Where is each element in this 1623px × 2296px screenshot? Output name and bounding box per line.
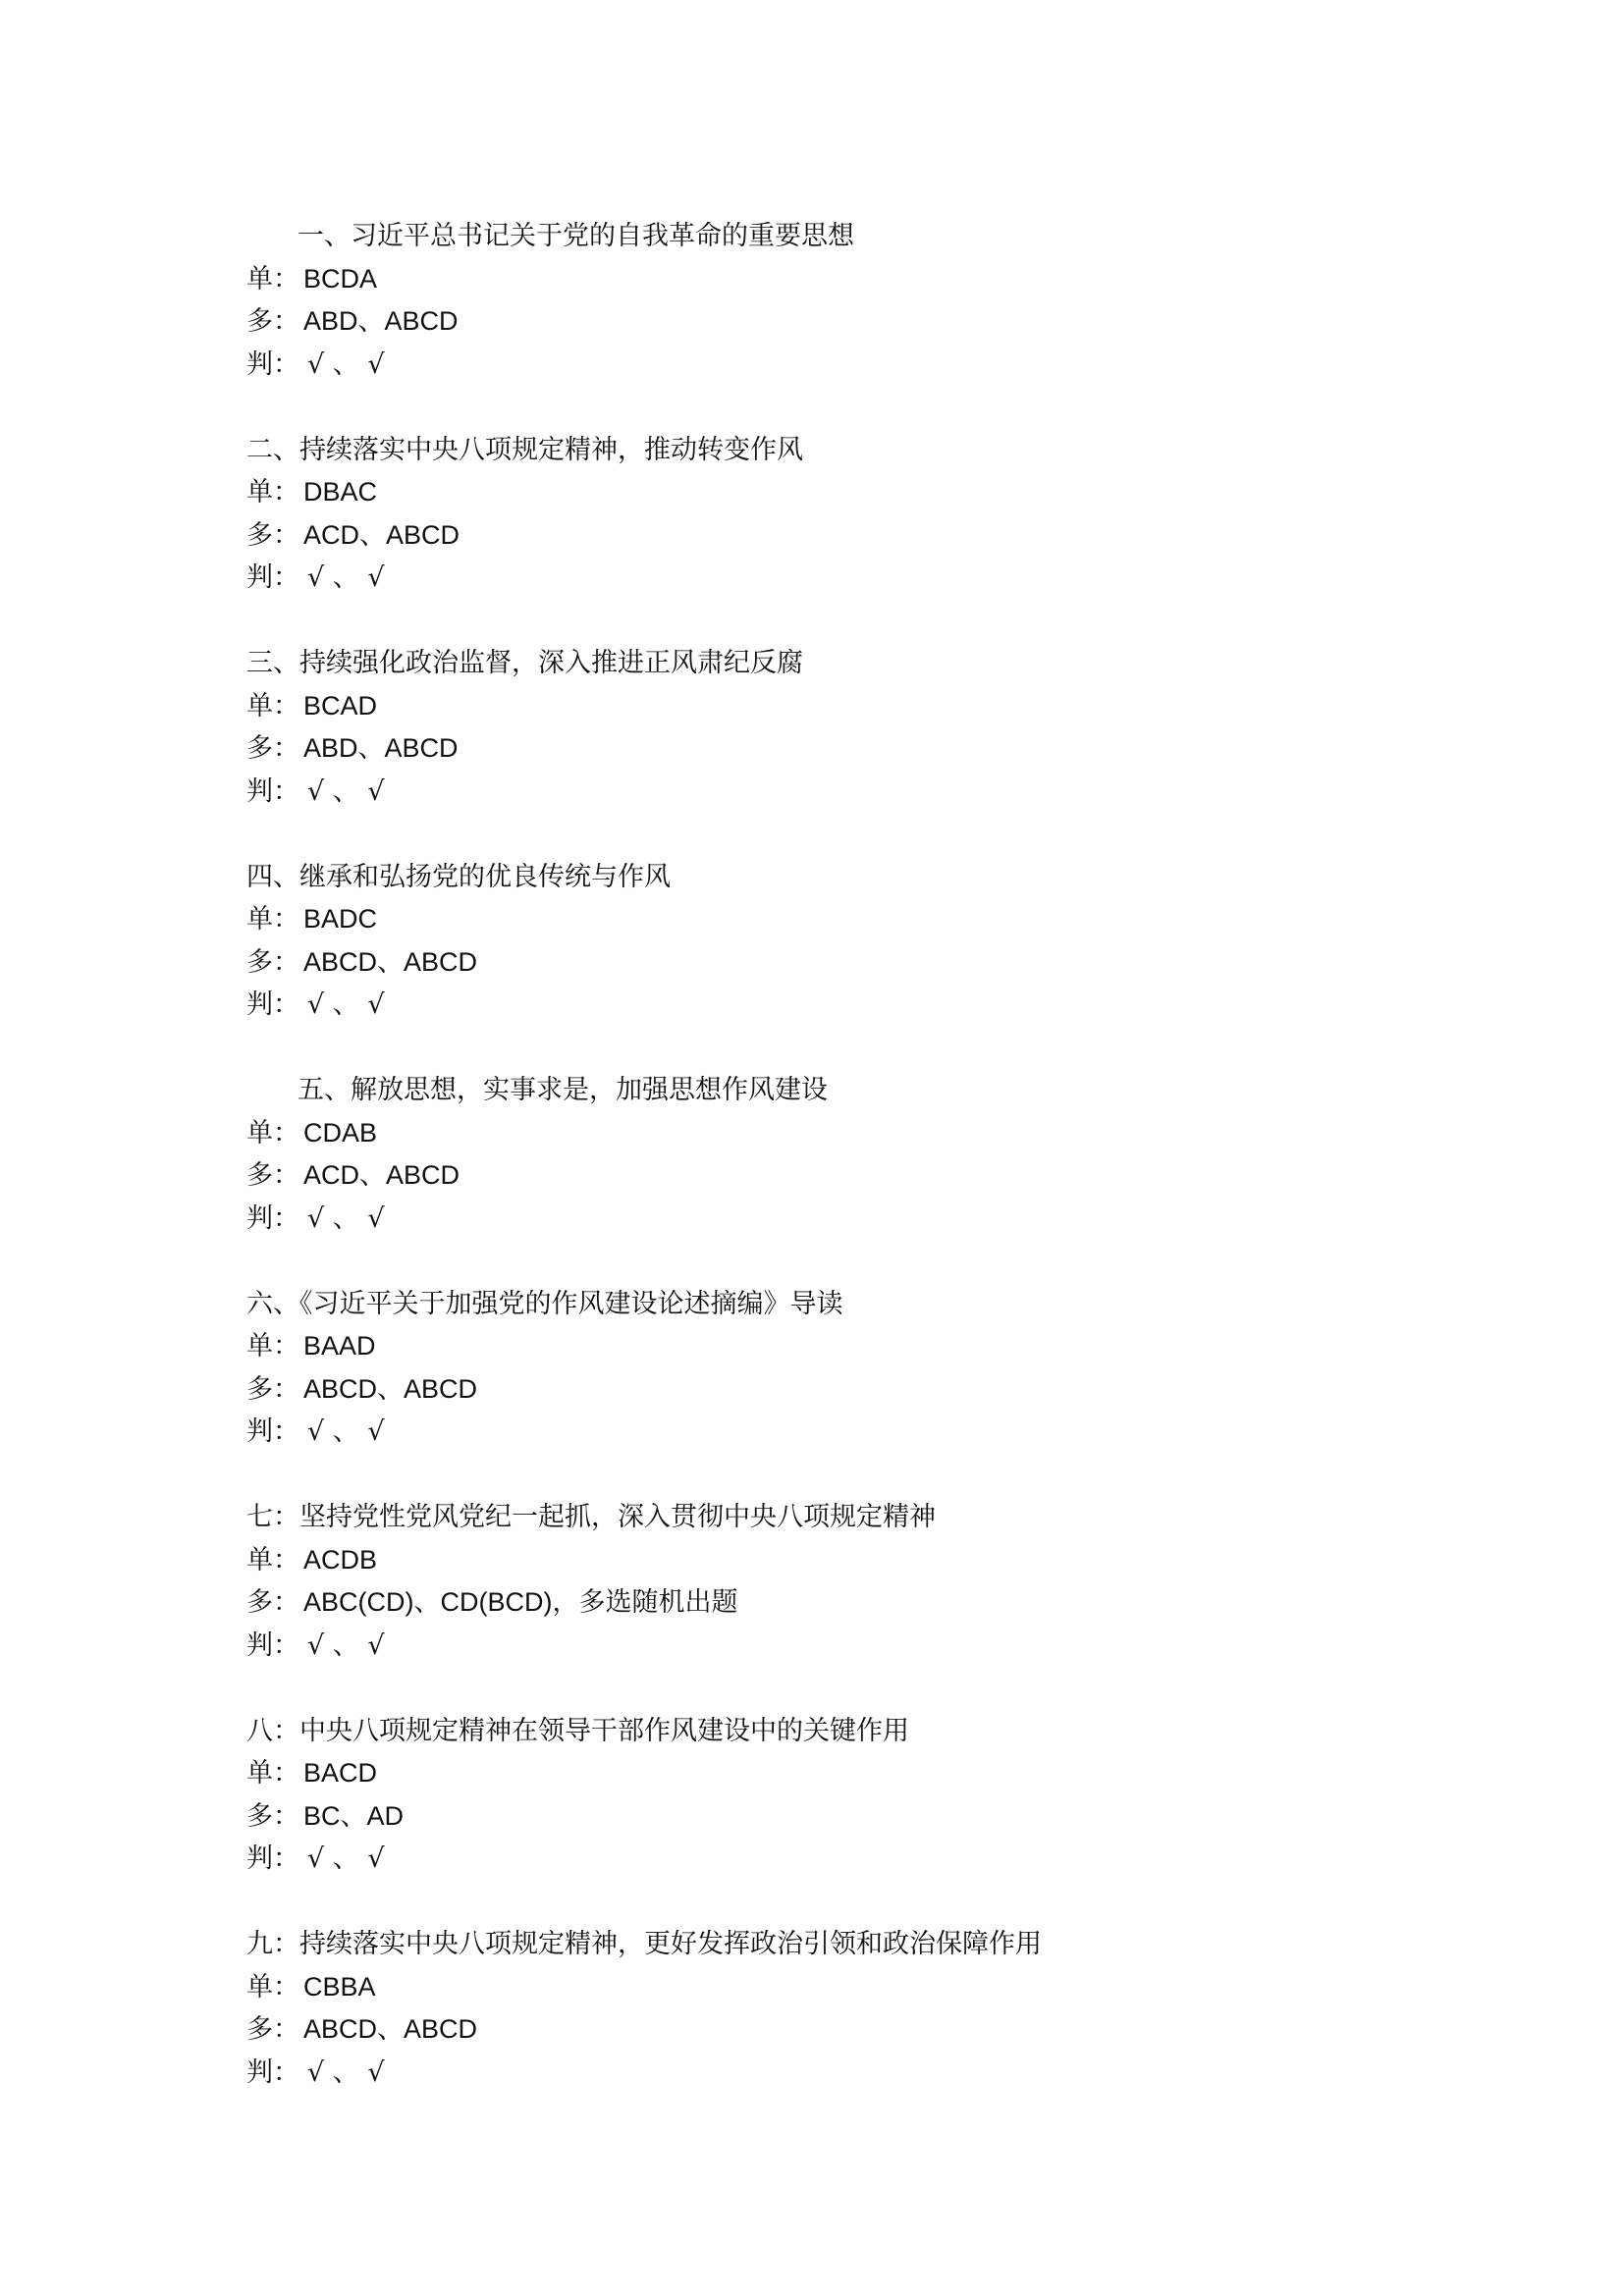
true-false-answer: [246, 1625, 1425, 1668]
single-choice-answer: [246, 685, 1425, 728]
multiple-choice-answer: [246, 300, 1425, 344]
single-choice-value: BCAD: [303, 690, 378, 721]
multiple-choice-value: ABD、ABCD: [303, 306, 459, 336]
true-false-value: √ 、 √: [307, 1416, 385, 1447]
single-choice-answer: [246, 898, 1425, 941]
single-choice-label: 单：: [246, 263, 299, 294]
document-body: [246, 215, 1425, 2094]
true-false-label: 判：: [246, 1843, 299, 1874]
true-false-answer: [246, 1411, 1425, 1454]
multiple-choice-label: 多：: [246, 946, 299, 978]
single-choice-answer: [246, 1966, 1425, 2009]
true-false-value: √ 、 √: [307, 989, 385, 1020]
true-false-value: √ 、 √: [307, 1629, 385, 1661]
true-false-label: 判：: [246, 1629, 299, 1661]
single-choice-value: BADC: [303, 904, 378, 934]
true-false-label: 判：: [246, 989, 299, 1020]
true-false-answer: [246, 1838, 1425, 1881]
multiple-choice-value: ABCD、ABCD: [303, 2014, 478, 2044]
true-false-value: √ 、 √: [307, 1202, 385, 1234]
true-false-value: √ 、 √: [307, 775, 385, 807]
multiple-choice-answer: [246, 2008, 1425, 2052]
single-choice-label: 单：: [246, 690, 299, 721]
true-false-value: √ 、 √: [307, 1843, 385, 1874]
section-2: [246, 429, 1425, 600]
section-heading: 五、解放思想，实事求是，加强思想作风建设: [298, 1075, 828, 1105]
true-false-answer: [246, 1198, 1425, 1241]
true-false-answer: [246, 984, 1425, 1027]
single-choice-answer: [246, 1112, 1425, 1155]
multiple-choice-value: BC、AD: [303, 1800, 405, 1831]
multiple-choice-label: 多：: [246, 306, 299, 337]
true-false-label: 判：: [246, 775, 299, 807]
true-false-answer: [246, 771, 1425, 814]
true-false-answer: [246, 344, 1425, 387]
multiple-choice-label: 多：: [246, 2014, 299, 2045]
single-choice-value: CBBA: [303, 1971, 376, 2002]
single-choice-answer: [246, 1325, 1425, 1368]
single-choice-answer: [246, 471, 1425, 514]
multiple-choice-label: 多：: [246, 1160, 299, 1191]
single-choice-value: ACDB: [303, 1544, 378, 1575]
single-choice-value: BACD: [303, 1758, 378, 1788]
true-false-label: 判：: [246, 2056, 299, 2088]
single-choice-label: 单：: [246, 1544, 299, 1575]
multiple-choice-label: 多：: [246, 733, 299, 764]
multiple-choice-label: 多：: [246, 1800, 299, 1832]
multiple-choice-answer: [246, 1368, 1425, 1412]
multiple-choice-value: ABC(CD)、CD(BCD)，多选随机出题: [303, 1587, 738, 1617]
section-5: [246, 1069, 1425, 1240]
multiple-choice-label: 多：: [246, 519, 299, 551]
multiple-choice-value: ABD、ABCD: [303, 733, 459, 763]
section-heading: 一、习近平总书记关于党的自我革命的重要思想: [298, 221, 854, 251]
section-heading: 七：坚持党性党风党纪一起抓，深入贯彻中央八项规定精神: [246, 1502, 936, 1532]
single-choice-label: 单：: [246, 477, 299, 507]
true-false-value: √ 、 √: [307, 2056, 385, 2088]
single-choice-answer: [246, 258, 1425, 301]
single-choice-value: DBAC: [303, 477, 378, 507]
true-false-label: 判：: [246, 1202, 299, 1234]
multiple-choice-answer: [246, 1154, 1425, 1198]
single-choice-answer: [246, 1752, 1425, 1795]
single-choice-value: BCDA: [303, 263, 378, 294]
single-choice-label: 单：: [246, 1117, 299, 1148]
single-choice-label: 单：: [246, 1971, 299, 2002]
multiple-choice-answer: [246, 1795, 1425, 1839]
section-heading: 九：持续落实中央八项规定精神，更好发挥政治引领和政治保障作用: [246, 1929, 1042, 1959]
multiple-choice-answer: [246, 727, 1425, 771]
section-6: [246, 1283, 1425, 1454]
true-false-label: 判：: [246, 1416, 299, 1447]
multiple-choice-value: ACD、ABCD: [303, 1160, 460, 1190]
single-choice-answer: [246, 1539, 1425, 1582]
section-8: [246, 1710, 1425, 1881]
single-choice-value: CDAB: [303, 1117, 378, 1148]
section-1: [246, 215, 1425, 386]
section-heading: 四、继承和弘扬党的优良传统与作风: [246, 861, 671, 892]
section-4: [246, 856, 1425, 1027]
single-choice-label: 单：: [246, 904, 299, 934]
section-9: [246, 1923, 1425, 2094]
single-choice-label: 单：: [246, 1758, 299, 1789]
section-heading: 三、持续强化政治监督，深入推进正风肃纪反腐: [246, 648, 803, 678]
single-choice-value: BAAD: [303, 1331, 376, 1361]
section-7: [246, 1496, 1425, 1667]
multiple-choice-value: ABCD、ABCD: [303, 1373, 478, 1404]
multiple-choice-value: ACD、ABCD: [303, 519, 460, 550]
multiple-choice-label: 多：: [246, 1587, 299, 1618]
true-false-answer: [246, 2052, 1425, 2095]
true-false-value: √ 、 √: [307, 348, 385, 380]
multiple-choice-answer: [246, 1581, 1425, 1625]
section-heading: 二、持续落实中央八项规定精神，推动转变作风: [246, 434, 803, 465]
true-false-label: 判：: [246, 348, 299, 380]
multiple-choice-value: ABCD、ABCD: [303, 946, 478, 977]
multiple-choice-label: 多：: [246, 1373, 299, 1405]
true-false-value: √ 、 √: [307, 562, 385, 593]
single-choice-label: 单：: [246, 1331, 299, 1362]
true-false-label: 判：: [246, 562, 299, 593]
section-heading: 八：中央八项规定精神在领导干部作风建设中的关键作用: [246, 1715, 909, 1746]
section-3: [246, 642, 1425, 813]
multiple-choice-answer: [246, 514, 1425, 558]
section-heading: 六、《习近平关于加强党的作风建设论述摘编》导读: [246, 1288, 843, 1319]
true-false-answer: [246, 557, 1425, 600]
multiple-choice-answer: [246, 941, 1425, 985]
